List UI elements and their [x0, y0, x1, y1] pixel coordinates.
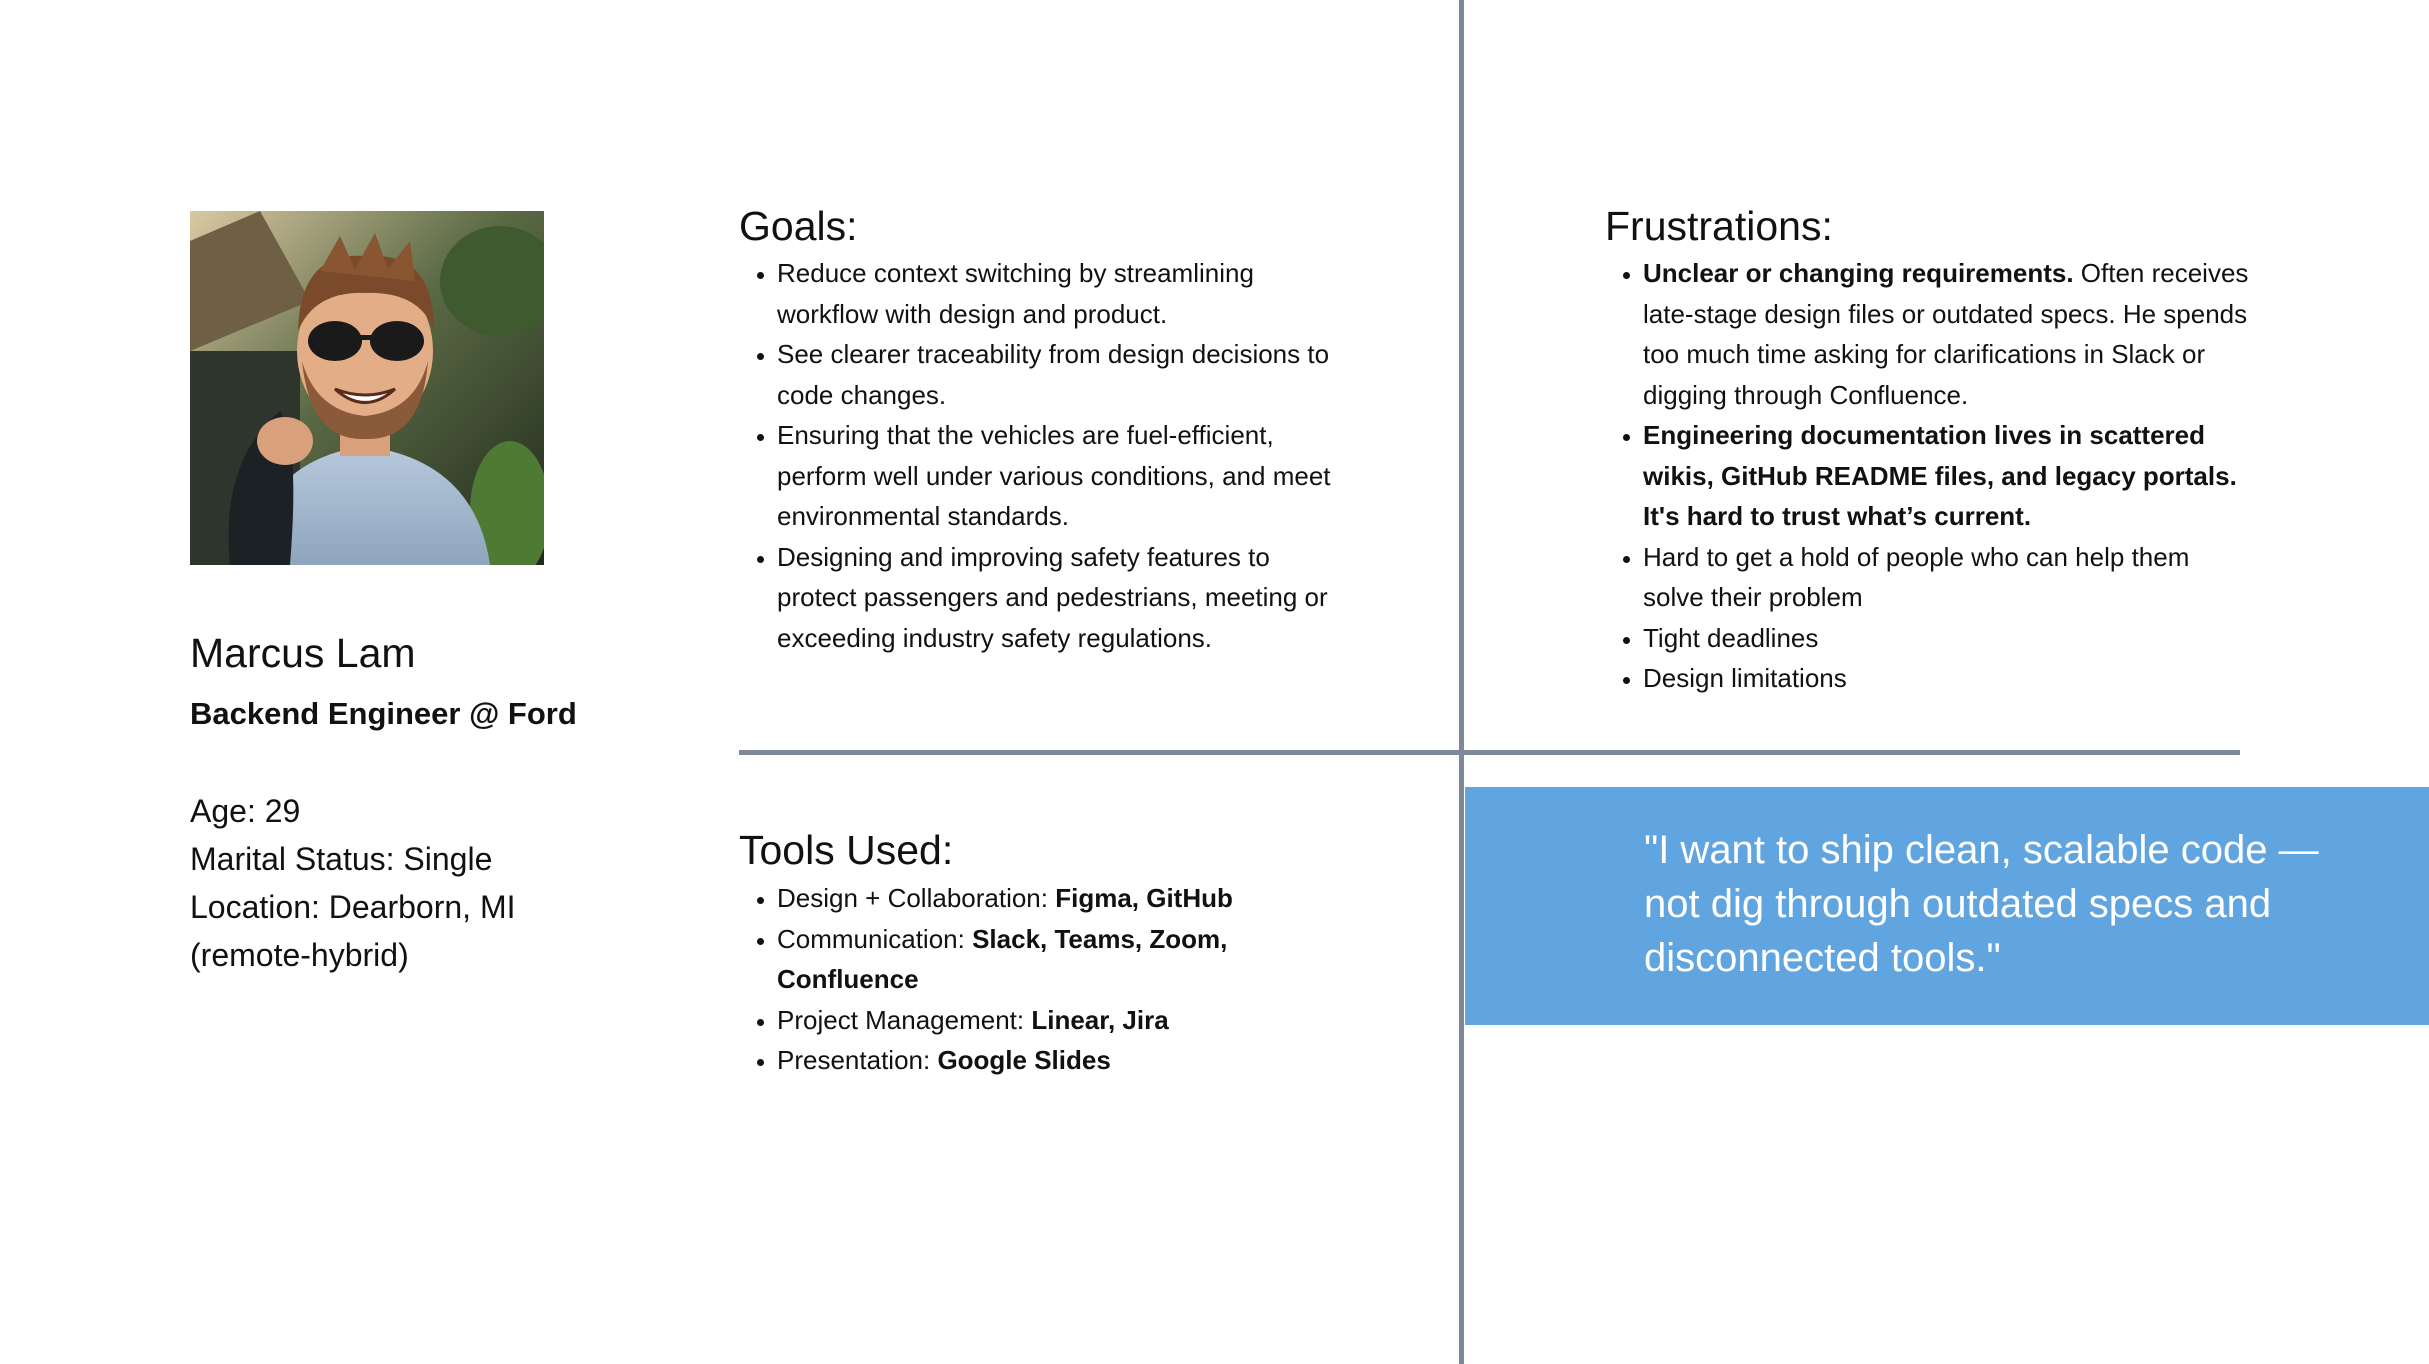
goal-item: • See clearer traceability from design decisions to code changes. — [777, 334, 1339, 415]
goal-item: • Ensuring that the vehicles are fuel-efficient, perform well under various conditions, and meet environmental standards. — [777, 415, 1339, 537]
tool-names: Slack, Teams, Zoom, Confluence — [777, 923, 1228, 994]
tool-category: Project Management: — [777, 1004, 1032, 1035]
frustration-item: • Tight deadlines — [1643, 618, 2255, 659]
persona-name: Marcus Lam — [190, 630, 416, 676]
frustration-item: • Hard to get a hold of people who can help them solve their problem — [1643, 537, 2255, 618]
frustration-item — [1643, 415, 2255, 537]
tool-item — [777, 1000, 1359, 1041]
tool-item — [777, 878, 1359, 919]
tools-section — [739, 878, 1359, 1081]
tool-names: Google Slides — [937, 1045, 1111, 1075]
tool-category: Design + Collaboration: — [777, 883, 1056, 913]
persona-location-note: (remote-hybrid) — [190, 937, 409, 973]
vertical-divider — [1459, 0, 1464, 1364]
persona-quote: "I want to ship clean, scalable code — not dig through outdated specs and disconnected tools." — [1644, 828, 2319, 980]
goals-section — [739, 253, 1339, 658]
frustration-item: • Design limitations — [1643, 658, 2255, 699]
goal-item: • Designing and improving safety features to protect passengers and pedestrians, meeting or exceeding industry safety regulations. — [777, 537, 1339, 659]
persona-role: Backend Engineer @ Ford — [190, 696, 577, 731]
avatar-illustration — [190, 211, 544, 565]
frustrations-section — [1605, 253, 2255, 699]
frustration-item-bold: Unclear or changing requirements. — [1643, 258, 2074, 288]
horizontal-divider — [739, 750, 2240, 755]
persona-marital-status: Marital Status: Single — [190, 841, 493, 877]
frustration-item-bold: Engineering documentation lives in scattered wikis, GitHub README files, and legacy portals. It's hard to trust what’s current. — [1643, 420, 2237, 531]
goal-item: • Reduce context switching by streamlining workflow with design and product. — [777, 253, 1339, 334]
quote-box — [1465, 787, 2429, 1025]
tool-category: Presentation: — [777, 1045, 938, 1075]
tool-names: Linear, Jira — [1031, 1004, 1169, 1035]
persona-location: Location: Dearborn, MI — [190, 889, 516, 925]
persona-details — [190, 787, 610, 979]
tool-names: Figma, GitHub — [1055, 883, 1233, 913]
frustration-item-text: Often receives late-stage design files or outdated specs. He spends too much time asking for clarifications in Slack or digging through Confluence. — [1643, 258, 2249, 410]
persona-age: Age: 29 — [190, 793, 301, 829]
tool-item — [777, 1040, 1359, 1081]
tools-list — [739, 878, 1359, 1081]
frustrations-list — [1605, 253, 2255, 699]
goals-heading: Goals: — [739, 203, 858, 249]
persona-photo — [190, 211, 544, 565]
tool-category: Communication: — [777, 923, 973, 954]
tool-item — [777, 919, 1359, 1000]
goals-list — [739, 253, 1339, 658]
frustrations-heading: Frustrations: — [1605, 203, 1833, 249]
tools-heading: Tools Used: — [739, 827, 954, 873]
frustration-item — [1643, 253, 2255, 415]
